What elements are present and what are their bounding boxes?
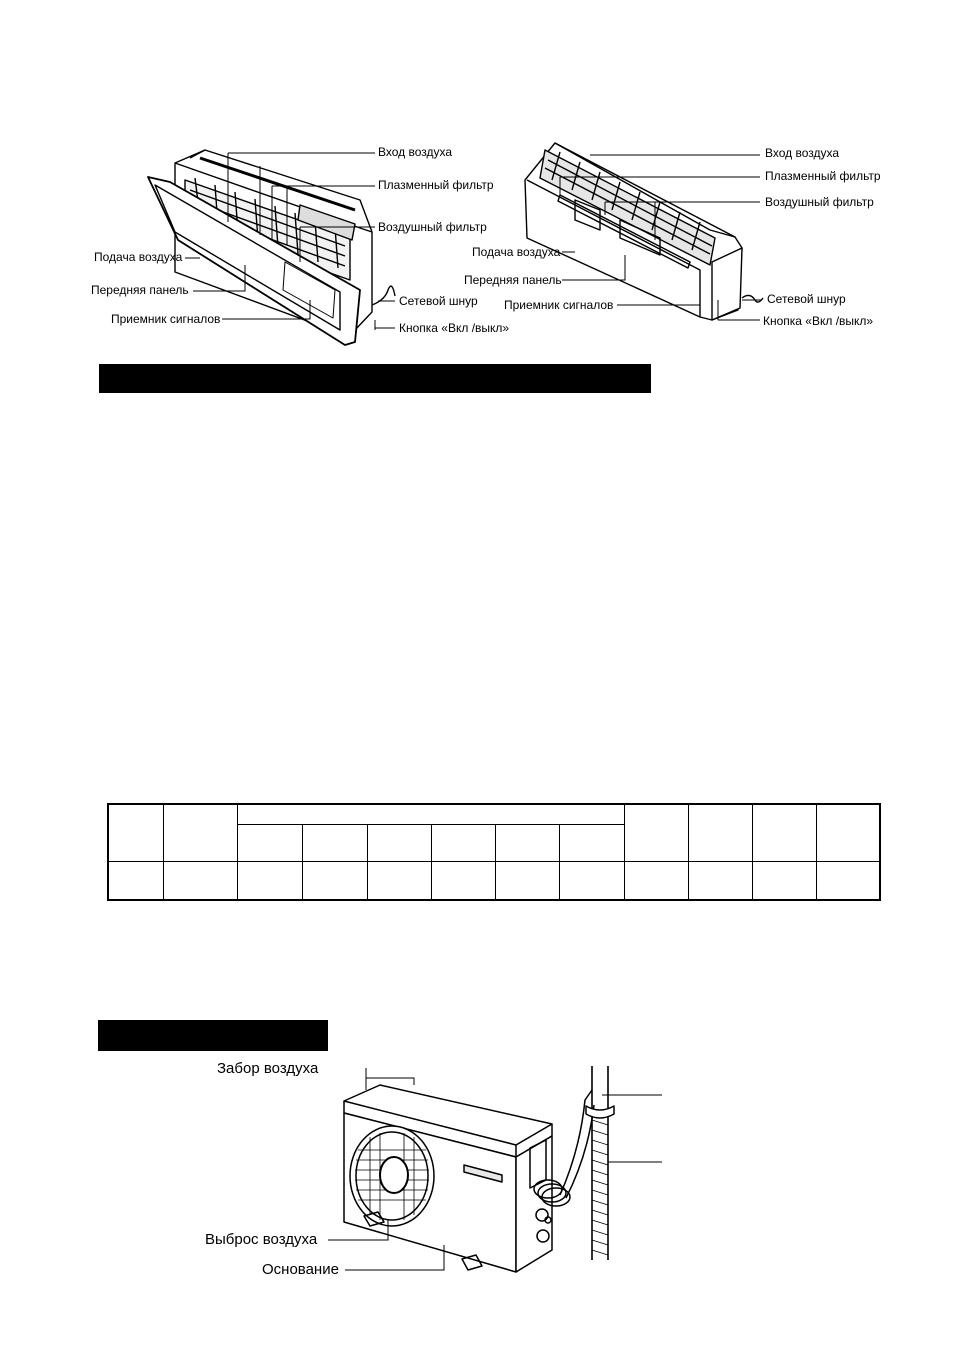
- right-power-cord-label: Сетевой шнур: [767, 292, 846, 306]
- right-air-outlet-label: Подача воздуха: [472, 245, 561, 259]
- left-power-cord-label: Сетевой шнур: [399, 294, 478, 308]
- left-air-filter-label: Воздушный фильтр: [378, 220, 487, 234]
- left-signal-receiver-label: Приемник сигналов: [111, 312, 221, 326]
- left-front-panel-label: Передняя панель: [91, 283, 189, 297]
- left-air-inlet-label: Вход воздуха: [378, 145, 453, 159]
- base-label: Основание: [262, 1261, 339, 1278]
- right-front-panel-label: Передняя панель: [464, 273, 562, 287]
- air-exhaust-label: Выброс воздуха: [205, 1231, 318, 1248]
- right-plasma-filter-label: Плазменный фильтр: [765, 169, 881, 183]
- right-on-off-button-label: Кнопка «Вкл /выкл»: [763, 314, 874, 328]
- left-plasma-filter-label: Плазменный фильтр: [378, 178, 494, 192]
- air-intake-label: Забор воздуха: [217, 1060, 319, 1077]
- right-air-inlet-label: Вход воздуха: [765, 146, 840, 160]
- left-air-outlet-label: Подача воздуха: [94, 250, 183, 264]
- right-signal-receiver-label: Приемник сигналов: [504, 298, 614, 312]
- left-on-off-button-label: Кнопка «Вкл /выкл»: [399, 321, 510, 335]
- right-air-filter-label: Воздушный фильтр: [765, 195, 874, 209]
